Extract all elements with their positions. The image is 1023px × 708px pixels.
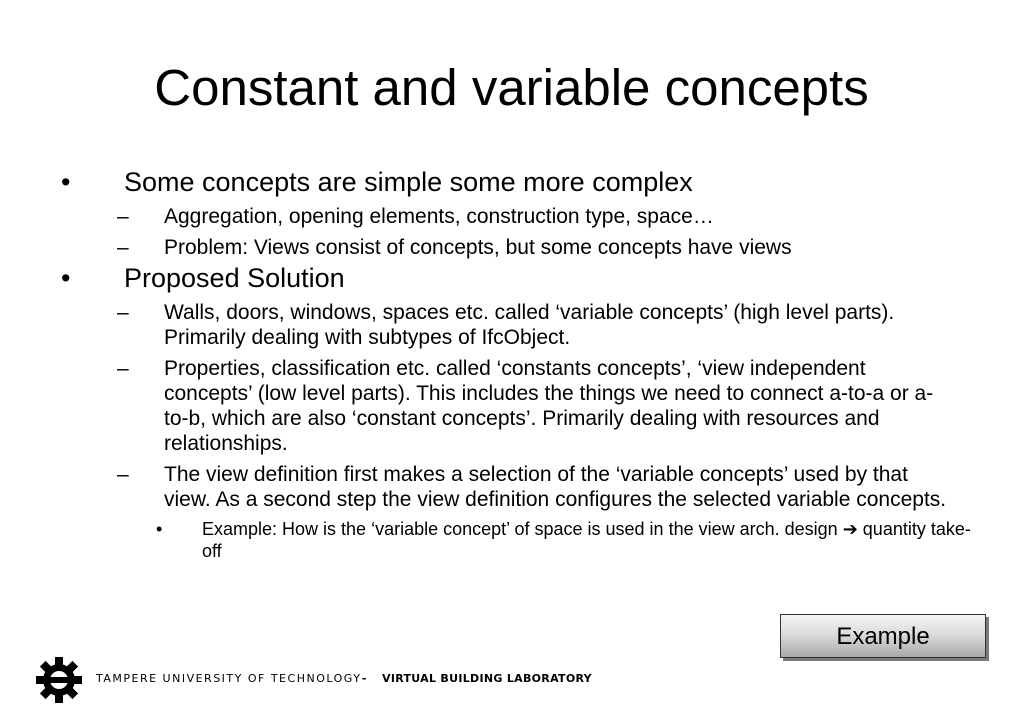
footer-university: TAMPERE UNIVERSITY OF TECHNOLOGY bbox=[96, 672, 362, 685]
sub-sub-bullet-item bbox=[0, 518, 972, 562]
bullet-marker: • bbox=[61, 167, 71, 197]
bullet-marker: • bbox=[61, 263, 71, 293]
dash-marker: – bbox=[117, 205, 129, 228]
sub-bullet-text: Walls, doors, windows, spaces etc. called ‘variable concepts’ (high level parts). Primarily dealing with subtypes of IfcObject. bbox=[164, 301, 895, 349]
dash-marker: – bbox=[117, 236, 129, 259]
bullet-item bbox=[0, 262, 1023, 294]
bullet-item bbox=[0, 166, 1023, 198]
gear-logo-icon bbox=[34, 655, 84, 705]
sub-bullet-item bbox=[0, 300, 954, 350]
sub-sub-bullet-text-after: quantity take-off bbox=[202, 519, 971, 561]
slide-body bbox=[0, 166, 1023, 562]
dash-marker: – bbox=[117, 357, 129, 380]
footer bbox=[34, 655, 734, 705]
sub-bullet-text: Properties, classification etc. called ‘constants concepts’, ‘view independent concepts’ (low level parts). This includes the things we need to connect a-to-a or a-to-b, which are also ‘constant concepts’. Primarily dealing with resources and relationships. bbox=[164, 357, 934, 455]
bullet-text: Some concepts are simple some more complex bbox=[124, 167, 693, 197]
bullet-text: Proposed Solution bbox=[124, 263, 345, 293]
slide-title: Constant and variable concepts bbox=[154, 59, 869, 116]
dash-marker: – bbox=[117, 301, 129, 324]
sub-bullet-text: Problem: Views consist of concepts, but some concepts have views bbox=[164, 236, 792, 259]
sub-bullet-text: The view definition first makes a selection of the ‘variable concepts’ used by that view. As a second step the view definition configures the selected variable concepts. bbox=[164, 463, 947, 511]
bullet-marker: • bbox=[156, 519, 163, 539]
dash-marker: – bbox=[117, 463, 129, 486]
arrow-right-icon: ➔ bbox=[842, 519, 858, 539]
example-button[interactable]: Example bbox=[780, 614, 986, 658]
sub-bullet-item bbox=[0, 356, 954, 456]
sub-bullet-item bbox=[0, 462, 954, 512]
sub-bullet-item bbox=[0, 204, 954, 229]
footer-lab: VIRTUAL BUILDING LABORATORY bbox=[382, 672, 592, 685]
sub-sub-bullet-text: Example: How is the ‘variable concept’ of space is used in the view arch. design bbox=[202, 519, 838, 539]
footer-separator: - bbox=[362, 670, 367, 685]
sub-bullet-item bbox=[0, 235, 954, 260]
sub-bullet-text: Aggregation, opening elements, construction type, space… bbox=[164, 205, 714, 228]
